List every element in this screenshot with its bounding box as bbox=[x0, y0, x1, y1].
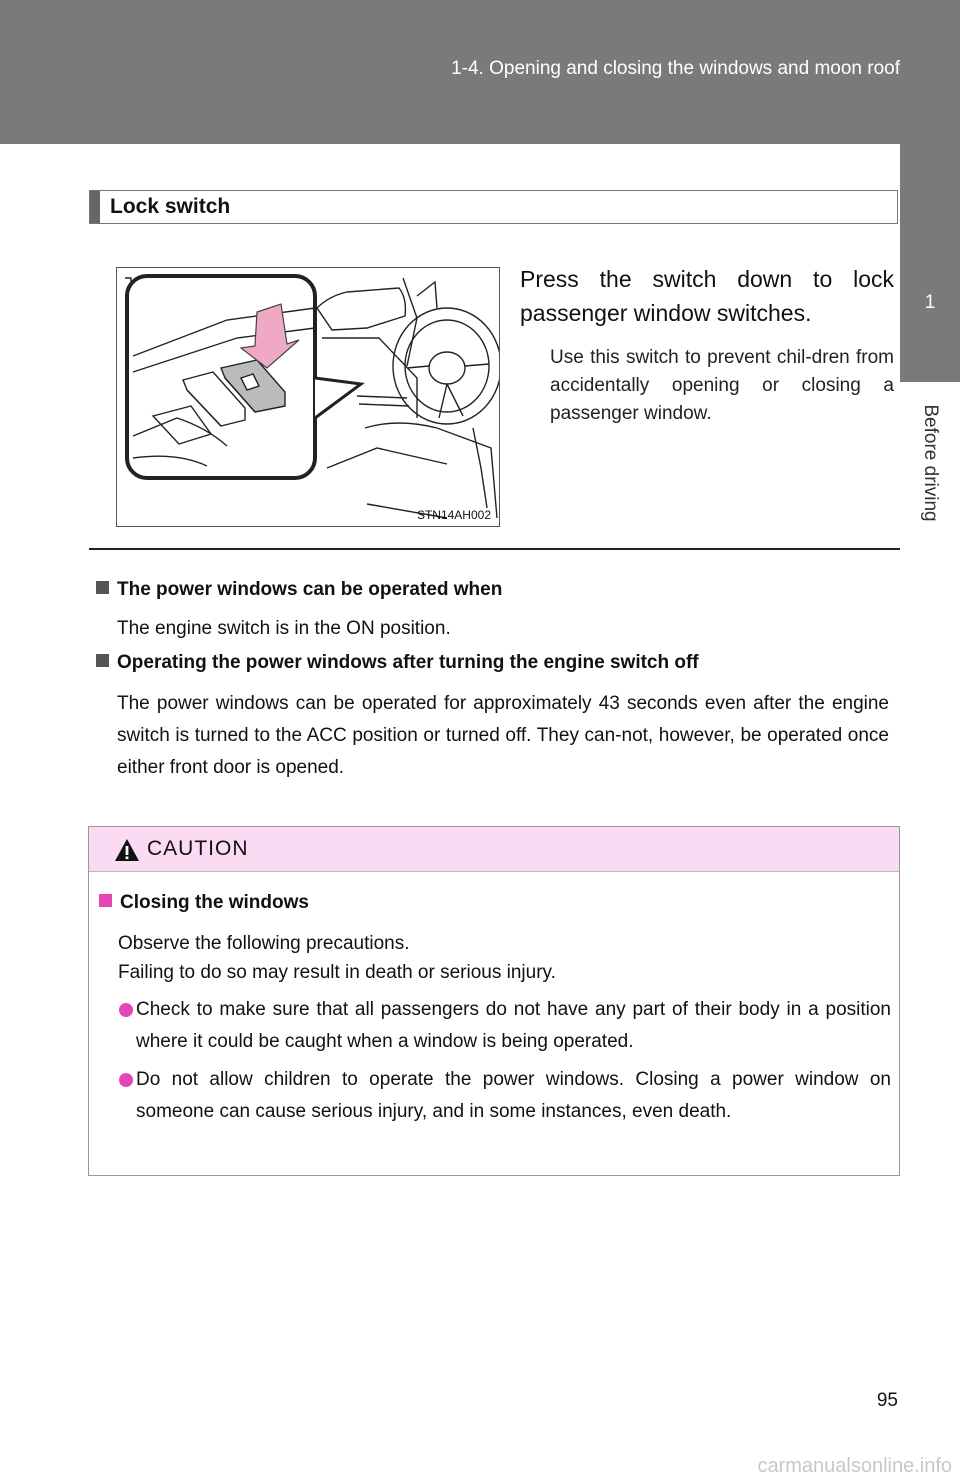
watermark: carmanualsonline.info bbox=[757, 1455, 952, 1477]
page-header bbox=[0, 0, 960, 144]
caution-box bbox=[88, 826, 900, 1176]
chapter-number: 1 bbox=[924, 292, 936, 313]
circle-bullet-icon bbox=[119, 1003, 133, 1017]
figure-code: STN14AH002 bbox=[416, 508, 491, 522]
illustration-drawing bbox=[117, 268, 499, 526]
chapter-tab bbox=[900, 144, 960, 382]
note-heading-2 bbox=[96, 652, 699, 674]
note-body-1: The engine switch is in the ON position. bbox=[117, 618, 451, 639]
caution-bullet-text: Do not allow children to operate the power windows. Closing a power window on someone can cause serious injury, and in some instances, even death. bbox=[136, 1069, 891, 1122]
chapter-title: 1-4. Opening and closing the windows and moon roof bbox=[451, 58, 900, 79]
note-body-2: The power windows can be operated for approximately 43 seconds even after the engine switch is turned to the ACC position or turned off. They can-not, however, be operated once either front door is opened. bbox=[117, 693, 889, 778]
square-bullet-icon bbox=[99, 894, 112, 907]
caution-title: CAUTION bbox=[147, 837, 249, 860]
circle-bullet-icon bbox=[119, 1073, 133, 1087]
instruction-note: Use this switch to prevent chil-dren from accidentally opening or closing a passenger window. bbox=[550, 347, 894, 424]
chapter-label-text: Before driving bbox=[920, 404, 941, 522]
lock-switch-illustration bbox=[116, 267, 500, 527]
caution-bullet-text: Check to make sure that all passengers do not have any part of their body in a position where it could be caught when a window is being operated. bbox=[136, 999, 891, 1052]
caution-line-1: Observe the following precautions. bbox=[118, 933, 410, 954]
caution-bullet-2 bbox=[119, 1064, 891, 1128]
chapter-label bbox=[900, 382, 960, 542]
section-title: Lock switch bbox=[110, 195, 231, 218]
page-number: 95 bbox=[876, 1390, 898, 1411]
section-marker bbox=[90, 191, 100, 223]
square-bullet-icon bbox=[96, 581, 109, 594]
section-heading bbox=[89, 190, 898, 224]
caution-heading-text: Closing the windows bbox=[120, 892, 309, 913]
note-heading-text: The power windows can be operated when bbox=[117, 579, 503, 600]
caution-heading bbox=[99, 892, 309, 914]
note-heading-text: Operating the power windows after turning the engine switch off bbox=[117, 652, 699, 673]
section-divider bbox=[89, 548, 900, 550]
caution-bullet-1 bbox=[119, 994, 891, 1058]
caution-line-2: Failing to do so may result in death or serious injury. bbox=[118, 962, 556, 983]
caution-header bbox=[89, 827, 899, 872]
warning-triangle-icon bbox=[114, 838, 140, 862]
instruction-main: Press the switch down to lock passenger window switches. bbox=[520, 266, 894, 326]
note-heading-1 bbox=[96, 579, 502, 601]
square-bullet-icon bbox=[96, 654, 109, 667]
